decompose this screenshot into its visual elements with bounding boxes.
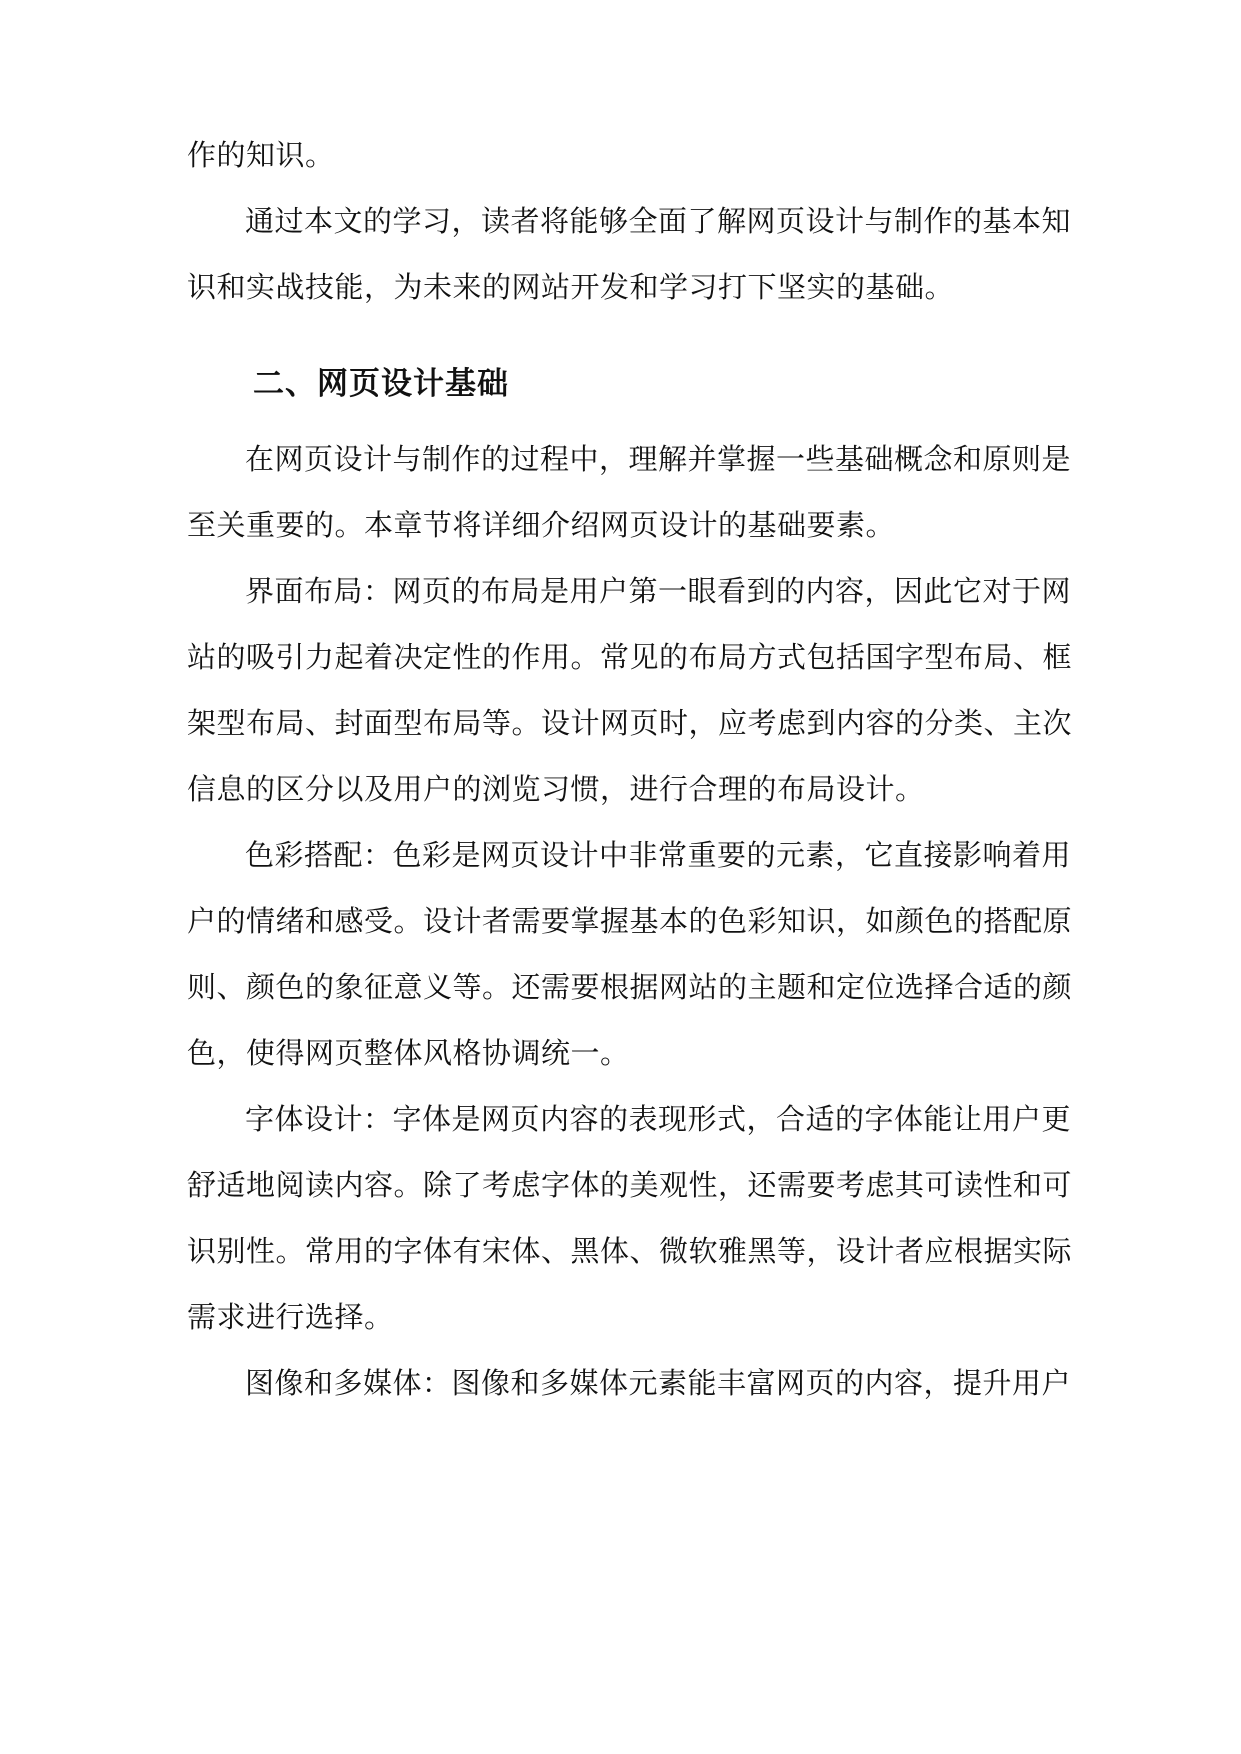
layout-paragraph-line-4: 信息的区分以及用户的浏览习惯，进行合理的布局设计。 [187, 772, 925, 806]
font-paragraph-line-1: 字体设计：字体是网页内容的表现形式，合适的字体能让用户更 [245, 1102, 1072, 1136]
layout-paragraph-line-1: 界面布局：网页的布局是用户第一眼看到的内容，因此它对于网 [245, 574, 1072, 608]
color-paragraph-line-3: 则、颜色的象征意义等。还需要根据网站的主题和定位选择合适的颜 [187, 970, 1073, 1004]
section-heading: 二、网页设计基础 [253, 366, 509, 402]
intro-paragraph-line-1: 通过本文的学习，读者将能够全面了解网页设计与制作的基本知 [245, 204, 1072, 238]
font-paragraph-line-2: 舒适地阅读内容。除了考虑字体的美观性，还需要考虑其可读性和可 [187, 1168, 1073, 1202]
font-paragraph-line-3: 识别性。常用的字体有宋体、黑体、微软雅黑等，设计者应根据实际 [187, 1234, 1073, 1268]
font-paragraph-line-4: 需求进行选择。 [187, 1300, 394, 1334]
layout-paragraph-line-2: 站的吸引力起着决定性的作用。常见的布局方式包括国字型布局、框 [187, 640, 1073, 674]
layout-paragraph-line-3: 架型布局、封面型布局等。设计网页时，应考虑到内容的分类、主次 [187, 706, 1073, 740]
color-paragraph-line-1: 色彩搭配：色彩是网页设计中非常重要的元素，它直接影响着用 [245, 838, 1072, 872]
intro-paragraph-line-2: 识和实战技能，为未来的网站开发和学习打下坚实的基础。 [187, 270, 955, 304]
color-paragraph-line-4: 色，使得网页整体风格协调统一。 [187, 1036, 630, 1070]
media-paragraph-line-1: 图像和多媒体：图像和多媒体元素能丰富网页的内容，提升用户 [245, 1366, 1072, 1400]
intro-continuation-line: 作的知识。 [187, 138, 335, 172]
section-intro-line-1: 在网页设计与制作的过程中，理解并掌握一些基础概念和原则是 [245, 442, 1072, 476]
color-paragraph-line-2: 户的情绪和感受。设计者需要掌握基本的色彩知识，如颜色的搭配原 [187, 904, 1073, 938]
section-intro-line-2: 至关重要的。本章节将详细介绍网页设计的基础要素。 [187, 508, 896, 542]
